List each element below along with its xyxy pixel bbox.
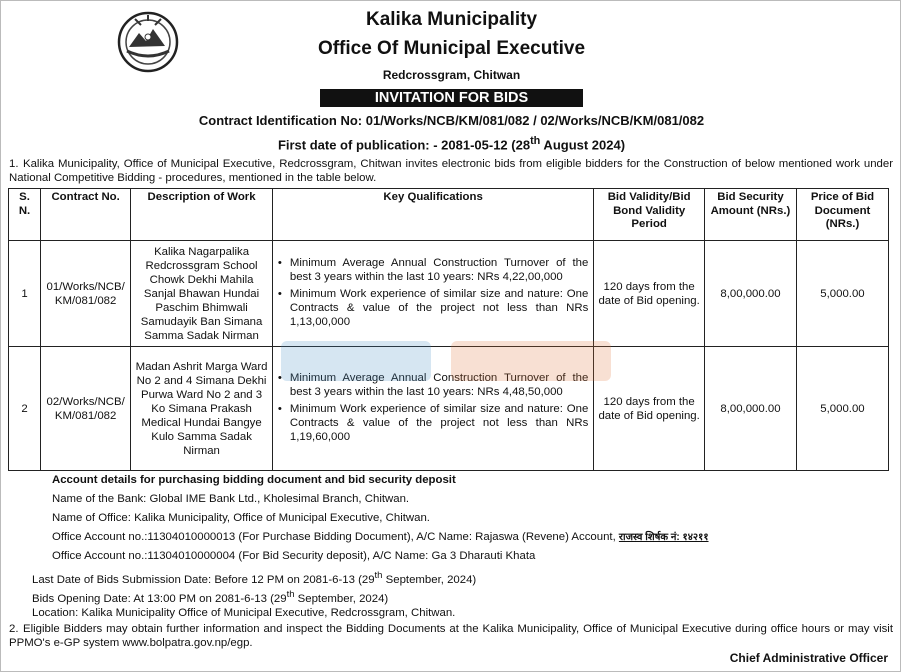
table-row [9,347,889,471]
bank-name: Name of the Bank: Global IME Bank Ltd., Kholesimal Branch, Chitwan. [52,493,410,505]
qualification-turnover: • Minimum Average Annual Construction Turnover of the best 3 years within the last 10 years: NRs 4,48,50,000 [276,371,588,399]
header-price: Price of Bid Document (NRs.) [796,189,888,241]
intro-paragraph [9,157,893,185]
publication-date-suffix: August 2024) [540,137,626,153]
row-security: 8,00,000.00 [704,347,796,471]
intro-number: 1. [9,158,19,170]
qualification-experience: • Minimum Work experience of similar size and nature: One Contracts & value of the project not less than NRs 1,13,00,000 [276,287,588,329]
account-purchase-text: Office Account no.:11304010000013 (For Purchase Bidding Document), A/C Name: Rajaswa (Revene) Account, [52,531,619,543]
office-name: Name of Office: Kalika Municipality, Office of Municipal Executive, Chitwan. [52,512,430,524]
revenue-heading-number: राजस्व शिर्षक नं: १४२११ [618,532,709,543]
qualification-turnover: • Minimum Average Annual Construction Turnover of the best 3 years within the last 10 years: NRs 4,22,00,000 [276,256,588,284]
row-price: 5,000.00 [796,241,888,347]
signature-title: Chief Administrative Officer [729,651,888,665]
table-header-row [9,189,889,241]
eligibility-paragraph [9,622,893,650]
header-bid-validity: Bid Validity/Bid Bond Validity Period [594,189,705,241]
qualification-experience: • Minimum Work experience of similar size and nature: One Contracts & value of the project not less than NRs 1,19,60,000 [276,402,588,444]
submission-deadline [32,568,476,588]
row-description: Kalika Nagarpalika Redcrossgram School Chowk Dekhi Mahila Sanjal Bhawan Hundai Paschim Bhimwali Samudayik Ban Simana Samma Sadak Nirman [131,241,273,347]
row-security: 8,00,000.00 [704,241,796,347]
header-sn: S. N. [9,189,41,241]
opening-date-sup: th [286,589,295,600]
municipality-title: Kalika Municipality [365,9,538,30]
eligibility-text: Eligible Bidders may obtain further information and inspect the Bidding Documents at the Kalika Municipality, Office of Municipal Executive during office hours or may visit PPMO's e-GP system www.bolpatra.gov.np/egp. [9,623,893,649]
account-heading: Account details for purchasing bidding document and bid security deposit [52,474,456,486]
row-qualifications [272,241,593,347]
row-qualifications [272,347,593,471]
opening-date-text: Bids Opening Date: At 13:00 PM on 2081-6-13 (29 [32,592,287,605]
publication-date-sup: th [530,135,541,147]
bid-location: Location: Kalika Municipality Office of Municipal Executive, Redcrossgram, Chitwan. [32,607,456,619]
notice-banner: INVITATION FOR BIDS [320,89,583,107]
header-contract-no: Contract No. [41,189,131,241]
submission-deadline-text: Last Date of Bids Submission Date: Before 12 PM on 2081-6-13 (29 [32,573,375,586]
contract-identification: Contract Identification No: 01/Works/NCB/KM/081/082 / 02/Works/NCB/KM/081/082 [198,113,705,128]
row-sn: 2 [9,347,41,471]
header-bid-security: Bid Security Amount (NRs.) [704,189,796,241]
opening-date-suffix: September, 2024) [294,592,389,605]
submission-deadline-sup: th [374,570,383,581]
row-description: Madan Ashrit Marga Ward No 2 and 4 Simana Dekhi Purwa Ward No 2 and 3 Ko Simana Prakash Medical Hundai Bangye Kulo Samma Sadak Nirman [131,347,273,471]
bids-table [8,188,889,471]
publication-date [1,135,901,152]
intro-text: Kalika Municipality, Office of Municipal Executive, Redcrossgram, Chitwan invites electronic bids from eligible bidders for the Construction of below mentioned work under National Competitive Bidding - procedures, mentioned in the table below. [9,158,893,184]
header-description: Description of Work [131,189,273,241]
office-title: Office Of Municipal Executive [317,38,586,59]
publication-date-text: First date of publication: - 2081-05-12 (28 [277,137,531,153]
row-sn: 1 [9,241,41,347]
account-purchase [52,530,709,546]
header-key-qualifications: Key Qualifications [272,189,593,241]
submission-deadline-suffix: September, 2024) [382,573,477,586]
row-validity: 120 days from the date of Bid opening. [594,241,705,347]
eligibility-number: 2. [9,623,19,635]
opening-date [32,587,388,607]
office-address: Redcrossgram, Chitwan [382,68,521,82]
row-validity: 120 days from the date of Bid opening. [594,347,705,471]
table-row [9,241,889,347]
row-contract-no: 02/Works/NCB/ KM/081/082 [41,347,131,471]
row-price: 5,000.00 [796,347,888,471]
row-contract-no: 01/Works/NCB/ KM/081/082 [41,241,131,347]
account-security: Office Account no.:11304010000004 (For Bid Security deposit), A/C Name: Ga 3 Dharauti Khata [52,550,536,562]
